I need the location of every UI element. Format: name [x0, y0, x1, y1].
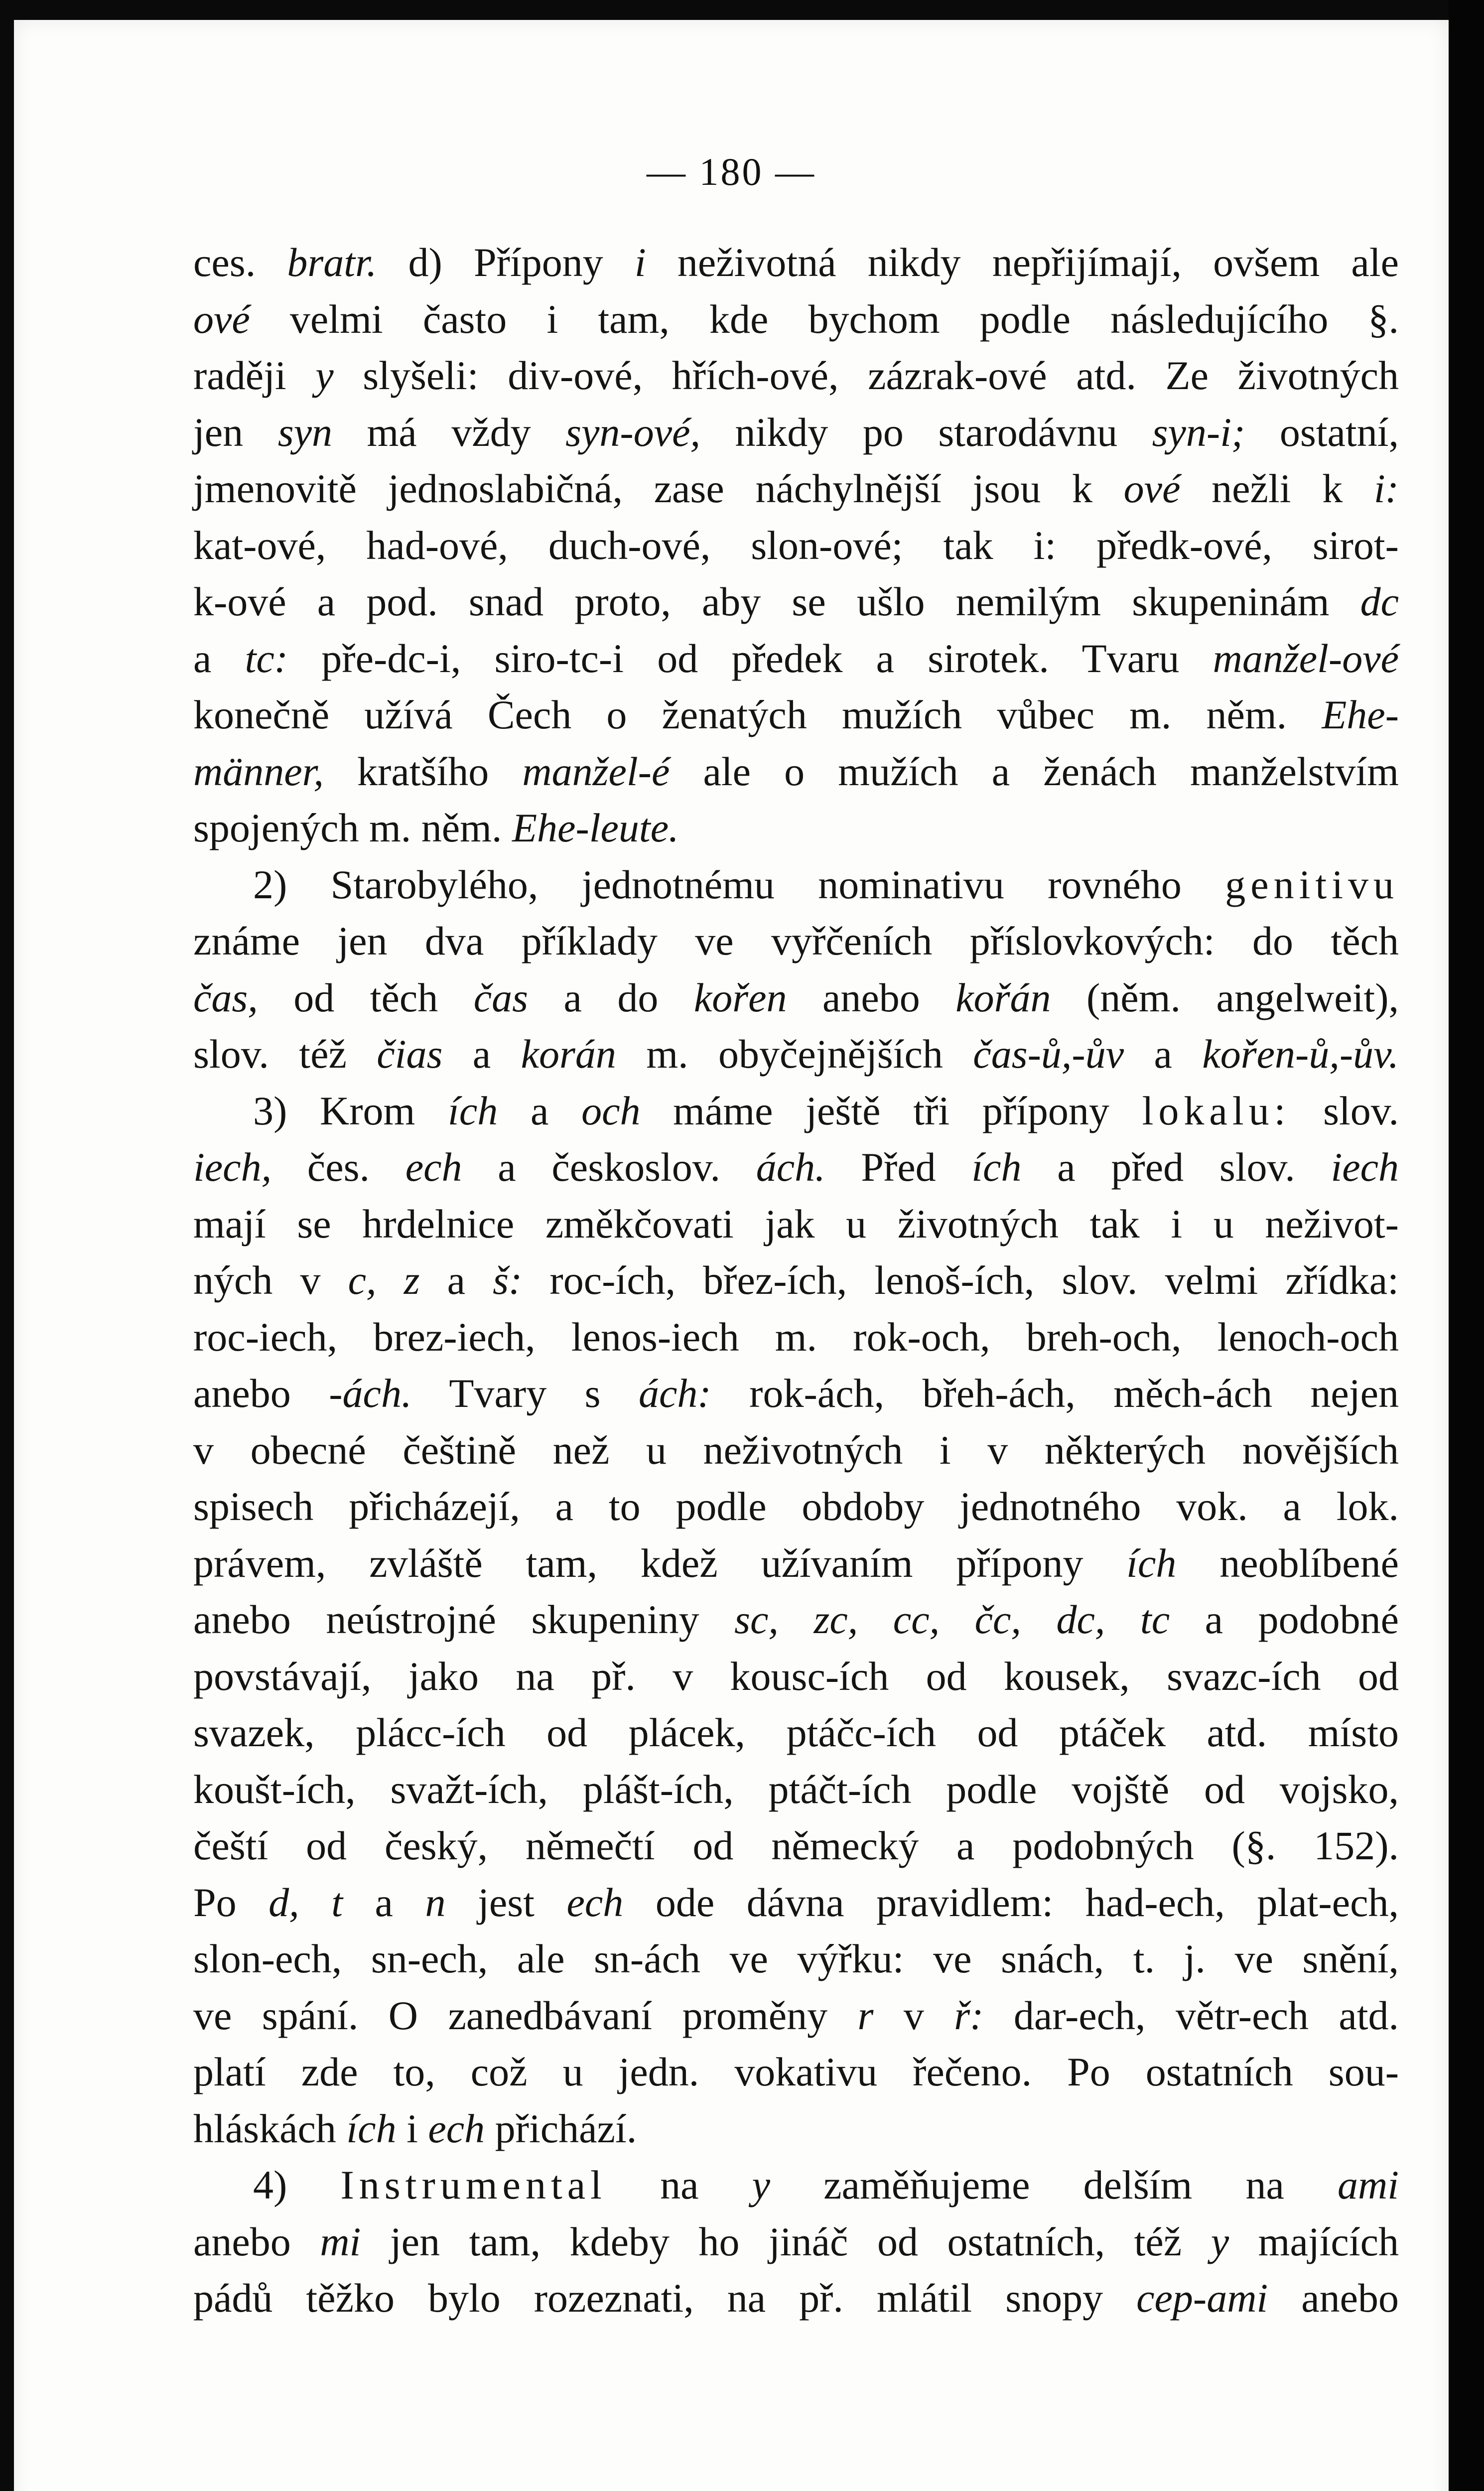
book-page — [14, 20, 1449, 2491]
text-line: roc-iech, brez-iech, lenos-iech m. rok-och, breh-och, lenoch-och — [193, 1314, 1399, 1360]
italic-term: čas, — [193, 974, 258, 1020]
text-line: iech, čes. ech a českoslov. ách. Před ích a před slov. iech — [193, 1144, 1399, 1190]
italic-term: y — [752, 2162, 771, 2208]
text-line: právem, zvláště tam, kdež užívaním přípony ích neoblíbené — [193, 1540, 1399, 1586]
text-line: ve spání. O zanedbávaní proměny r v ř: dar-ech, větr-ech atd. — [193, 1992, 1399, 2038]
italic-term: ové — [1123, 466, 1181, 511]
text-line: anebo mi jen tam, kdeby ho jináč od ostatních, též y majících — [193, 2218, 1399, 2264]
text-line: koušt-ích, svažt-ích, plášt-ích, ptáčt-ích podle vojště od vojsko, — [193, 1766, 1399, 1812]
italic-term: syn-ové, — [565, 409, 701, 455]
italic-term: ích — [1126, 1540, 1177, 1586]
text-line: svazek, plácc-ích od plácek, ptáčc-ích od ptáček atd. místo — [193, 1710, 1399, 1755]
italic-term: iech — [1331, 1144, 1399, 1190]
italic-term: Ehe-leute. — [512, 805, 679, 850]
italic-term: kořen-ů,-ův. — [1202, 1031, 1399, 1077]
italic-term: ř: — [954, 1992, 984, 2038]
text-line: v obecné češtině než u neživotných i v některých novějších — [193, 1427, 1399, 1473]
text-line: anebo -ách. Tvary s ách: rok-ách, břeh-ách, měch-ách nejen — [193, 1371, 1399, 1416]
italic-term: och — [581, 1088, 641, 1133]
text-line: anebo neústrojné skupeniny sc, zc, cc, čc, dc, tc a podobné — [193, 1597, 1399, 1642]
italic-term: š: — [493, 1257, 523, 1303]
text-line: povstávají, jako na př. v kousc-ích od kousek, svazc-ích od — [193, 1653, 1399, 1699]
italic-term: i: — [1373, 466, 1399, 511]
spaced-term: Instrumental — [340, 2162, 607, 2208]
italic-term: r — [857, 1992, 874, 2038]
text-line: jmenovitě jednoslabičná, zase náchylnější jsou k ové nežli k i: — [193, 466, 1399, 511]
italic-term: dc — [1360, 579, 1399, 624]
italic-term: ích — [971, 1144, 1022, 1190]
text-line: kat-ové, had-ové, duch-ové, slon-ové; tak i: předk-ové, sirot- — [193, 522, 1399, 568]
italic-term: čas — [473, 974, 529, 1020]
text-line: slov. též čias a korán m. obyčejnějších čas-ů,-ův a kořen-ů,-ův. — [193, 1031, 1399, 1077]
italic-term: ech — [566, 1879, 624, 1925]
page-number-header: — 180 — — [647, 150, 816, 193]
text-line: spojených m. něm. Ehe-leute. — [193, 805, 679, 850]
italic-term: y — [1211, 2218, 1229, 2264]
page-body-text — [193, 234, 1399, 2327]
italic-term: -ách. — [329, 1371, 412, 1416]
text-line: známe jen dva příklady ve vyřčeních příslovkových: do těch — [193, 918, 1399, 964]
italic-term: manžel-ové — [1213, 635, 1399, 681]
italic-term: iech, — [193, 1144, 272, 1190]
text-line: ové velmi často i tam, kde bychom podle následujícího §. — [193, 296, 1399, 342]
italic-term: i — [634, 240, 646, 285]
italic-term: ách. — [756, 1144, 825, 1190]
italic-term: manžel-é — [522, 748, 670, 794]
italic-term: Ehe- — [1322, 692, 1399, 737]
italic-term: mi — [320, 2218, 361, 2264]
text-line: hláskách ích i ech přichází. — [193, 2105, 637, 2151]
text-line: a tc: pře-dc-i, siro-tc-i od předek a sirotek. Tvaru manžel-ové — [193, 635, 1399, 681]
italic-term: ech — [428, 2105, 485, 2151]
spaced-term: lokalu: — [1142, 1088, 1291, 1133]
text-line: čeští od český, němečtí od německý a podobných (§. 152). — [193, 1823, 1399, 1868]
text-line: pádů těžko bylo rozeznati, na př. mlátil snopy cep-ami anebo — [193, 2275, 1399, 2321]
text-line: 4) Instrumental na y zaměňujeme delším na ami — [253, 2162, 1399, 2208]
italic-term: ech — [405, 1144, 462, 1190]
italic-term: d, t — [269, 1879, 343, 1925]
italic-term: cep-ami — [1136, 2275, 1268, 2321]
text-line: čas, od těch čas a do kořen anebo kořán (něm. angelweit), — [193, 974, 1399, 1020]
text-line: Po d, t a n jest ech ode dávna pravidlem: had-ech, plat-ech, — [193, 1879, 1399, 1925]
text-line: mají se hrdelnice změkčovati jak u životných tak i u neživot- — [193, 1201, 1399, 1246]
italic-term: ové — [193, 296, 250, 342]
text-line: spisech přicházejí, a to podle obdoby jednotného vok. a lok. — [193, 1484, 1399, 1529]
italic-term: syn-i; — [1152, 409, 1245, 455]
spaced-term: genitivu — [1225, 861, 1399, 907]
italic-term: ách: — [639, 1371, 711, 1416]
italic-term: kořen — [693, 974, 787, 1020]
italic-term: kořán — [955, 974, 1051, 1020]
italic-term: männer, — [193, 748, 324, 794]
text-line: slon-ech, sn-ech, ale sn-ách ve výřku: ve snách, t. j. ve snění, — [193, 1936, 1399, 1981]
italic-term: syn — [277, 409, 332, 455]
text-line: männer, kratšího manžel-é ale o mužích a ženách manželstvím — [193, 748, 1399, 794]
italic-term: ích — [346, 2105, 397, 2151]
italic-term: n — [425, 1879, 446, 1925]
italic-term: sc, zc, cc, čc, dc, tc — [734, 1597, 1170, 1642]
text-line: ných v c, z a š: roc-ích, břez-ích, lenoš-ích, slov. velmi zřídka: — [193, 1257, 1399, 1303]
text-line: raději y slyšeli: div-ové, hřích-ové, zázrak-ové atd. Ze životných — [193, 353, 1399, 398]
italic-term: čas-ů,-ův — [973, 1031, 1124, 1077]
italic-term: bratr. — [287, 240, 377, 285]
italic-term: ami — [1338, 2162, 1399, 2208]
italic-term: y — [315, 353, 334, 398]
italic-term: korán — [521, 1031, 616, 1077]
italic-term: čias — [377, 1031, 443, 1077]
text-line: 3) Krom ích a och máme ještě tři přípony lokalu: slov. — [253, 1088, 1399, 1133]
italic-term: c, z — [348, 1257, 420, 1303]
text-line: k-ové a pod. snad proto, aby se ušlo nemilým skupeninám dc — [193, 579, 1399, 624]
text-line: jen syn má vždy syn-ové, nikdy po starodávnu syn-i; ostatní, — [193, 409, 1399, 455]
italic-term: tc: — [245, 635, 288, 681]
text-line: konečně užívá Čech o ženatých mužích vůbec m. něm. Ehe- — [193, 692, 1399, 737]
scan-border — [1449, 0, 1484, 2491]
text-line: ces. bratr. d) Přípony i neživotná nikdy nepřijímají, ovšem ale — [193, 240, 1399, 285]
text-line: platí zde to, což u jedn. vokativu řečeno. Po ostatních sou- — [193, 2049, 1399, 2094]
text-line: 2) Starobylého, jednotnému nominativu rovného genitivu — [253, 861, 1399, 907]
italic-term: ích — [448, 1088, 498, 1133]
